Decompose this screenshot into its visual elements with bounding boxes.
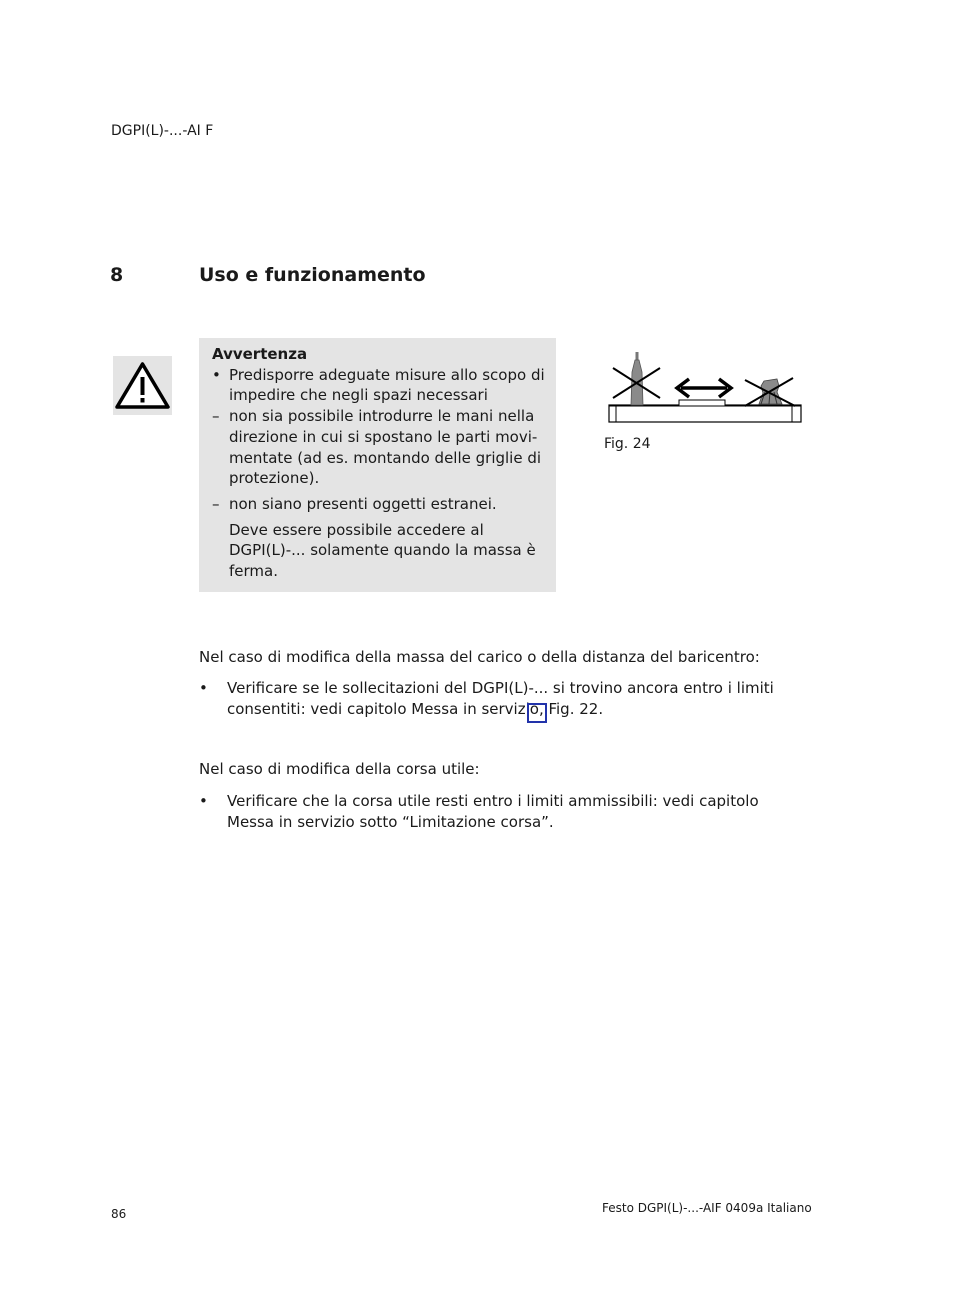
running-header: DGPI(L)-...-AI F — [111, 123, 214, 139]
figure-caption: Fig. 24 — [604, 436, 651, 452]
cross-reference-link[interactable] — [527, 703, 547, 723]
warning-note: Deve essere possibile accedere al DGPI(L)-... solamente quando la massa è ferma. — [229, 520, 536, 581]
bullet-marker: • — [212, 365, 221, 384]
section-number: 8 — [110, 264, 124, 286]
warning-dash-text-1: non sia possibile introdurre le mani nella direzione in cui si spostano le parti movi-mentate (ad es. montando delle griglie di protezione). — [229, 407, 542, 488]
warning-dash-text-2: non siano presenti oggetti estranei. — [229, 494, 497, 513]
footer-document-id: Festo DGPI(L)-...-AIF 0409a Italiano — [602, 1201, 812, 1215]
warning-bullet — [212, 365, 546, 406]
dash-marker: – — [212, 407, 220, 426]
warning-icon-box — [113, 356, 172, 415]
warning-dash-item — [212, 406, 546, 489]
page-number: 86 — [111, 1207, 127, 1221]
list-item — [199, 678, 799, 720]
bottle-icon — [631, 352, 643, 405]
paragraph-load-change: Nel caso di modifica della massa del carico o della distanza del baricentro: — [199, 648, 760, 666]
double-arrow-icon — [677, 379, 731, 397]
hazard-illustration — [607, 348, 803, 426]
list-item-text-1: Verificare se le sollecitazioni del DGPI(L)-... si trovino ancora entro i limiti consentiti: vedi capitolo Messa in servizio, Fig. 22. — [227, 679, 774, 718]
bullet-marker: • — [199, 679, 208, 697]
warning-bullet-text: Predisporre adeguate misure allo scopo di impedire che negli spazi necessari — [229, 365, 545, 405]
warning-dash-item — [212, 494, 546, 515]
bullet-marker: • — [199, 792, 208, 810]
figure-24 — [607, 348, 803, 426]
warning-triangle-icon — [113, 356, 172, 415]
paragraph-stroke-change: Nel caso di modifica della corsa utile: — [199, 760, 480, 778]
section-title: Uso e funzionamento — [199, 264, 426, 286]
warning-title: Avvertenza — [212, 345, 308, 363]
dash-marker: – — [212, 494, 220, 513]
list-item — [199, 791, 799, 833]
warning-box — [199, 338, 556, 592]
list-item-text-2: Verificare che la corsa utile resti entro i limiti ammissibili: vedi capitolo Messa in servizio sotto “Limitazione corsa”. — [227, 792, 759, 831]
